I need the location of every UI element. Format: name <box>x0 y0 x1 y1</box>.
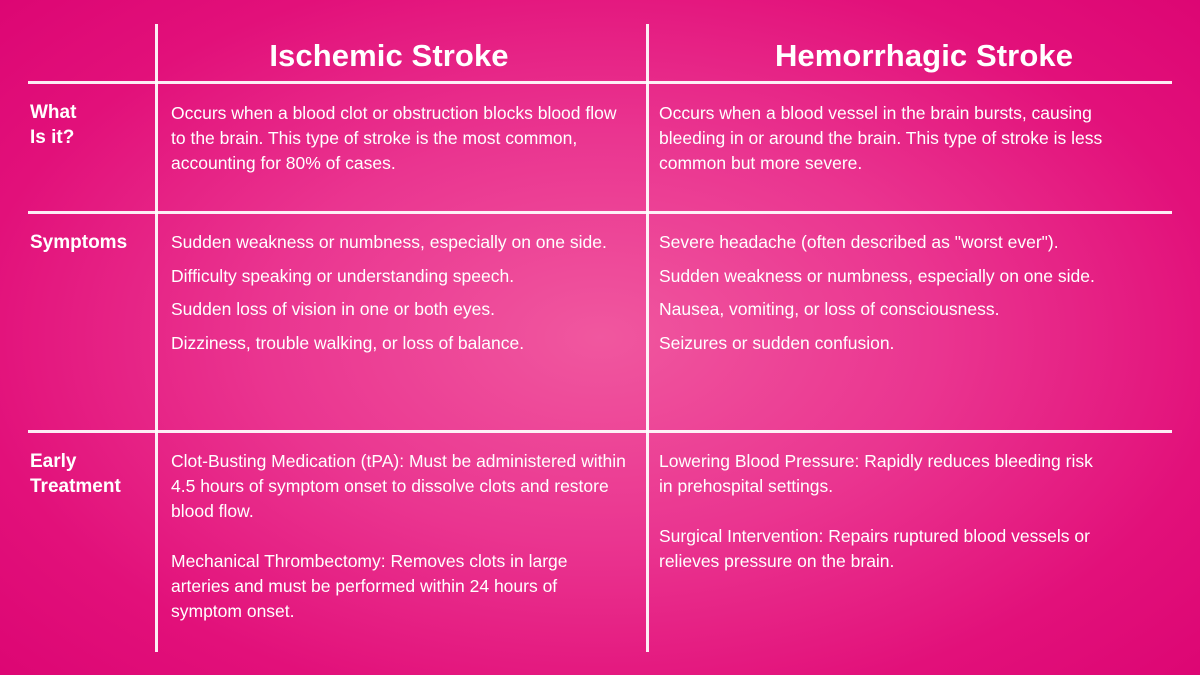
row-divider-symptoms <box>28 430 1172 433</box>
hemorrhagic-column-title: Hemorrhagic Stroke <box>774 38 1074 73</box>
list-item: Dizziness, trouble walking, or loss of balance. <box>171 332 525 353</box>
row-divider-what <box>28 211 1172 214</box>
row-label-treatment-line1: Early <box>30 451 77 472</box>
ischemic-definition: Occurs when a blood clot or obstruction blocks blood flow to the brain. This type of stroke is the most common, accounting for 80% of cases. <box>171 103 617 173</box>
column-divider-middle <box>646 24 649 652</box>
list-item: Nausea, vomiting, or loss of consciousness. <box>659 299 1000 319</box>
treatment-item: Mechanical Thrombectomy: Removes clots in large arteries and must be performed within 24 hours of symptom onset. <box>171 551 568 621</box>
ischemic-symptoms-cell <box>171 230 641 364</box>
list-item: Difficulty speaking or understanding speech. <box>171 265 515 286</box>
hemorrhagic-symptoms-cell <box>659 230 1159 364</box>
hemorrhagic-treatment-cell <box>659 449 1109 574</box>
treatment-item: Surgical Intervention: Repairs ruptured blood vessels or relieves pressure on the brain. <box>659 526 1090 571</box>
row-label-symptoms-text: Symptoms <box>30 232 128 253</box>
row-label-treatment <box>30 449 152 499</box>
list-item: Sudden weakness or numbness, especially on one side. <box>171 232 607 252</box>
ischemic-treatment-cell <box>171 449 626 624</box>
row-label-what-line2: Is it? <box>30 127 75 148</box>
list-item: Severe headache (often described as "worst ever"). <box>659 232 1059 252</box>
list-item: Seizures or sudden confusion. <box>659 332 895 353</box>
hemorrhagic-definition-cell <box>659 101 1109 176</box>
list-item: Sudden weakness or numbness, especially on one side. <box>659 265 1095 286</box>
row-label-symptoms <box>30 230 152 255</box>
treatment-item: Lowering Blood Pressure: Rapidly reduces bleeding risk in prehospital settings. <box>659 451 1093 496</box>
ischemic-column-title: Ischemic Stroke <box>269 38 509 73</box>
ischemic-definition-cell <box>171 101 631 176</box>
row-label-what-line1: What <box>30 102 77 123</box>
row-label-what <box>30 100 152 150</box>
hemorrhagic-definition: Occurs when a blood vessel in the brain bursts, causing bleeding in or around the brain. This type of stroke is less common but more severe. <box>659 103 1103 173</box>
row-label-treatment-line2: Treatment <box>30 476 121 497</box>
row-divider-header <box>28 81 1172 84</box>
treatment-item: Clot-Busting Medication (tPA): Must be administered within 4.5 hours of symptom onset to dissolve clots and restore blood flow. <box>171 451 626 521</box>
column-divider-left <box>155 24 158 652</box>
list-item: Sudden loss of vision in one or both eyes. <box>171 299 495 319</box>
